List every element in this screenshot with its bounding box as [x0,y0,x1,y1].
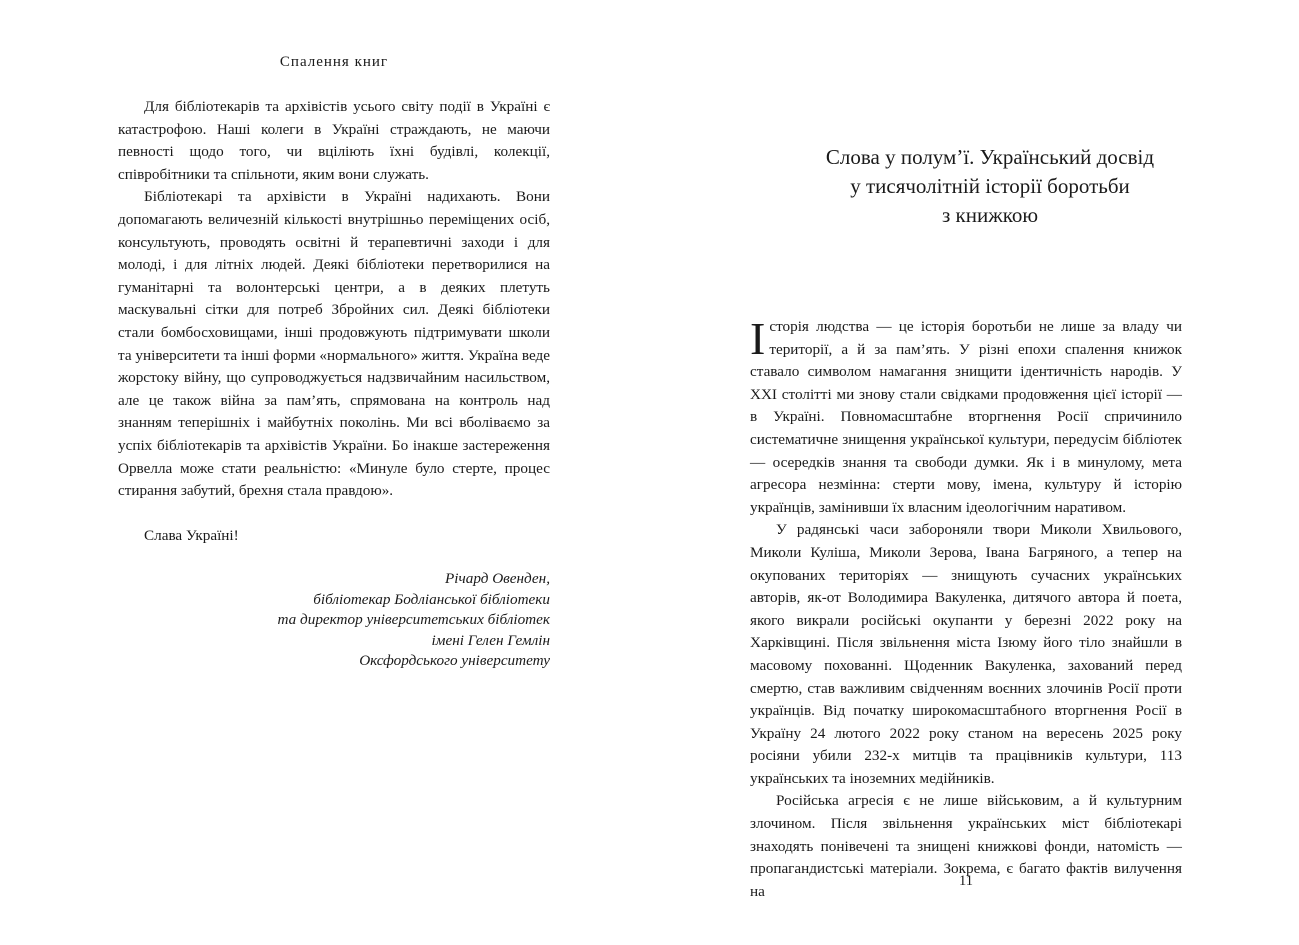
right-page-body [750,313,1182,903]
drop-cap: І [750,313,766,364]
closing-line: Слава Україні! [144,526,239,544]
paragraph: У радянські часи забороняли твори Миколи Хвильового, Миколи Куліша, Миколи Зерова, Івана Багряного, а тепер на окупованих територіях — знищують сучасних українських авторів, як-от Володимира Вакуленка, дитячого автора й поета, якого викрали російські окупанти у березні 2022 року на Харківщині. Після звільнення міста Ізюму його тіло знайшли в масовому похованні. Щоденник Вакуленка, захований перед смертю, став важливим свідченням воєнних злочинів Росії проти українців. Від початку широкомасштабного вторгнення Росії в Україну 24 лютого 2022 року станом на вересень 2025 року росіяни убили 232-х митців та працівників культури, 113 українських та іноземних медійників. [750,521,1182,787]
left-page-body [118,96,550,672]
paragraph: Для бібліотекарів та архівістів усього світу події в Україні є катастрофою. Наші колеги в Україні страждають, не маючи певності щодо того, чи вціліють їхні будівлі, колекції, співробітники та спільноти, яким вони служать. [118,98,550,183]
chapter-title [750,143,1230,230]
signature-line: імені Гелен Гемлін [431,631,550,649]
right-page [650,0,1299,945]
chapter-title-line: у тисячолітній історії боротьби [850,174,1130,198]
signature-block [118,569,550,672]
chapter-title-line: Слова у полум’ї. Український досвід [825,145,1155,169]
signature-line: Оксфордського університету [359,652,550,670]
opening-paragraph [750,313,1182,519]
opening-paragraph-text: сторія людства — це історія боротьби не лише за владу чи території, а й за пам’ять. У різні епохи спалення книжок ставало символом намагання знищити ідентичність народів. У XXI столітті ми знову стали свідками продовження цієї історії — в Україні. Повномасштабне вторгнення Росії спричинило систематичне знищення української культури, передусім бібліотек — осередків знання та свободи думки. Як і в минулому, мета агресора незмінна: стерти мову, імена, культуру й історію українців, замінивши їх власним ідеологічним наративом. [750,318,1182,516]
running-head: Спалення книг [279,54,389,70]
signature-line: бібліотекар Бодліанської бібліотеки [313,590,550,608]
signature-line: та директор університетських бібліотек [277,611,550,629]
paragraph: Російська агресія є не лише військовим, а й культурним злочином. Після звільнення українських міст бібліотекарі знаходять понівечені та знищені книжкові фонди, натомість — пропагандистські матеріали. Зокрема, є багато фактів вилучення на [750,792,1182,900]
page-number: 11 [959,873,973,889]
signature-name: Річард Овенден, [445,570,550,588]
chapter-title-line: з книжкою [941,203,1039,227]
paragraph: Бібліотекарі та архівісти в Україні надихають. Вони допомагають величезній кількості внутрішньо переміщених осіб, консультують, проводять освітні й терапевтичні заходи і для молоді, і для літніх людей. Деякі бібліотеки перетворилися на гуманітарні та волонтерські центри, а в деяких плетуть маскувальні сітки для потреб Збройних сил. Деякі бібліотеки стали бомбосховищами, інші продовжують підтримувати школи та університети та інші форми «нормального» життя. Україна веде жорстоку війну, що супроводжується надзвичайним насильством, але це також війна за пам’ять, спрямована на контроль над знанням теперішніх і майбутніх поколінь. Ми всі вболіваємо за успіх бібліотекарів та архівістів України. Бо інакше застереження Орвелла може стати реальністю: «Минуле було стерте, процес стирання забутий, брехня стала правдою». [118,188,550,500]
